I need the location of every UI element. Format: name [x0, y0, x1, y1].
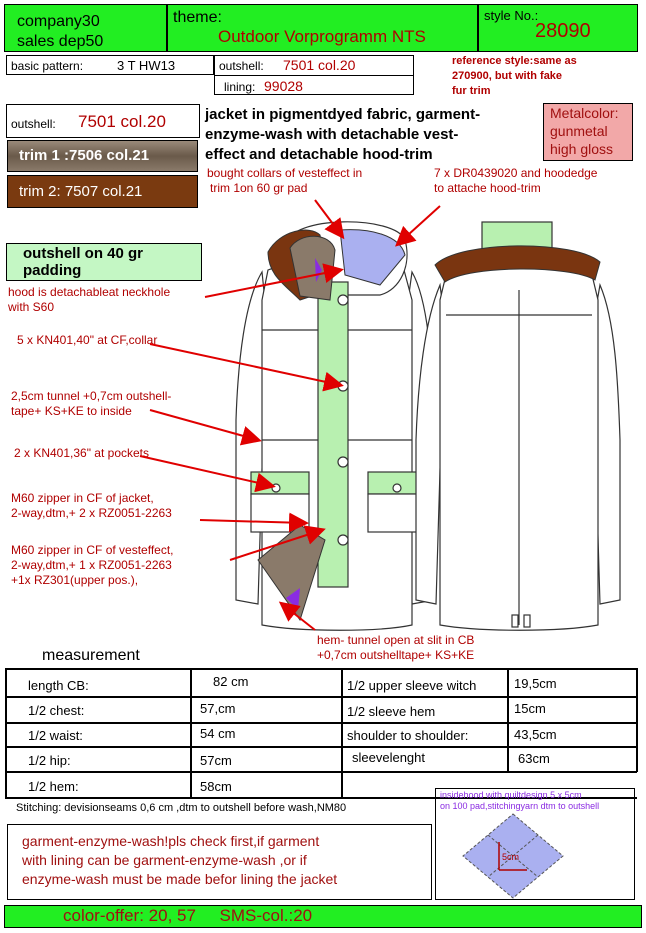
- reference-line-1: reference style:same as: [452, 55, 577, 67]
- front-button: [338, 457, 348, 467]
- measure-value-shoulder: 43,5cm: [514, 727, 557, 742]
- pocket-button: [272, 484, 280, 492]
- measure-value-length: 82 cm: [213, 674, 249, 689]
- outshell-material-value: 7501 col.20: [78, 112, 166, 131]
- measure-value-hip: 57cm: [200, 753, 232, 768]
- measure-value-upper-sleeve: 19,5cm: [514, 676, 557, 691]
- info-outshell-label: outshell:: [219, 59, 264, 73]
- measure-label-shoulder: shoulder to shoulder:: [347, 728, 469, 743]
- outshell-material-label: outshell:: [11, 117, 56, 131]
- front-button: [338, 381, 348, 391]
- padding-line-1: outshell on 40 gr: [23, 245, 144, 262]
- note-zip-jacket-2: 2-way,dtm,+ 2 x RZ0051-2263: [11, 506, 172, 520]
- measure-label-sleevelength: sleevelenght: [352, 750, 425, 765]
- quilt-line-1: insidehood with quiltdesign 5 x 5cm: [440, 790, 582, 800]
- table-line: [5, 696, 637, 698]
- back-hem-toggle: [524, 615, 530, 627]
- note-hood-edge-2: to attache hood-trim: [434, 181, 541, 195]
- note-hood-1: hood is detachableat neckhole: [8, 285, 171, 299]
- metalcolor-line-1: Metalcolor:: [550, 105, 619, 121]
- note-zip-vest-3: +1x RZ301(upper pos.),: [11, 573, 139, 587]
- back-view: [416, 222, 620, 630]
- padding-line-2: padding: [23, 262, 82, 279]
- note-hood-edge-1: 7 x DR0439020 and hoodedge: [434, 166, 598, 180]
- measure-value-sleevelength: 63cm: [518, 751, 550, 766]
- reference-line-2: 270900, but with fake: [452, 70, 563, 82]
- reference-line-3: fur trim: [452, 85, 491, 97]
- note-zip-jacket-1: M60 zipper in CF of jacket,: [11, 491, 154, 505]
- style-label: style No.:: [484, 8, 539, 23]
- metalcolor-line-3: high gloss: [550, 141, 614, 157]
- quilt-dimension: 5cm: [502, 852, 520, 862]
- style-number: 28090: [535, 20, 591, 42]
- company-name: company30: [17, 13, 100, 30]
- table-column: [190, 668, 192, 799]
- measure-label-sleeve-hem: 1/2 sleeve hem: [347, 704, 436, 719]
- wash-note-line-3: enzyme-wash must be made befor lining the jacket: [22, 871, 338, 887]
- table-line: [5, 746, 637, 748]
- theme-label: theme:: [173, 9, 222, 26]
- table-column: [636, 668, 638, 772]
- measure-value-waist: 54 cm: [200, 726, 236, 741]
- table-line: [5, 668, 637, 670]
- note-kn401-collar: 5 x KN401,40" at CF,collar: [17, 333, 158, 347]
- measure-label-chest: 1/2 chest:: [28, 703, 85, 718]
- measure-value-chest: 57,cm: [200, 701, 236, 716]
- description-line-2: enzyme-wash with detachable vest-: [205, 126, 459, 143]
- quilt-line-2: on 100 pad,stitchingyarn dtm to outshell: [440, 801, 600, 811]
- measure-value-hem: 58cm: [200, 779, 232, 794]
- measure-label-length: length CB:: [28, 678, 89, 693]
- sales-department: sales dep50: [17, 33, 104, 50]
- metalcolor-line-2: gunmetal: [550, 123, 608, 139]
- note-hem-2: +0,7cm outshelltape+ KS+KE: [317, 648, 475, 662]
- measure-label-hem: 1/2 hem:: [28, 779, 79, 794]
- info-lining-value: 99028: [264, 78, 303, 94]
- trim-2-label: trim 2: 7507 col.21: [19, 183, 143, 200]
- table-line: [5, 771, 637, 773]
- measure-label-hip: 1/2 hip:: [28, 753, 71, 768]
- table-column: [507, 668, 509, 772]
- note-hem-1: hem- tunnel open at slit in CB: [317, 633, 475, 647]
- table-column: [341, 668, 343, 799]
- info-lining-label: lining:: [224, 80, 256, 94]
- basic-pattern-label: basic pattern:: [11, 59, 84, 73]
- front-button: [338, 295, 348, 305]
- info-outshell-value: 7501 col.20: [283, 57, 356, 73]
- measure-label-waist: 1/2 waist:: [28, 728, 83, 743]
- measurement-title: measurement: [42, 647, 140, 664]
- note-hood-2: with S60: [8, 300, 55, 314]
- table-line: [5, 722, 637, 724]
- stitching-note: Stitching: devisionseams 0,6 cm ,dtm to outshell before wash,NM80: [16, 802, 347, 814]
- measure-value-sleeve-hem: 15cm: [514, 701, 546, 716]
- basic-pattern-value: 3 T HW13: [117, 58, 176, 73]
- front-button: [338, 535, 348, 545]
- wash-note-line-2: with lining can be garment-enzyme-wash ,or if: [22, 852, 307, 868]
- note-zip-vest-1: M60 zipper in CF of vesteffect,: [11, 543, 174, 557]
- measure-label-upper-sleeve: 1/2 upper sleeve witch: [347, 678, 477, 693]
- color-offer: color-offer: 20, 57 SMS-col.:20: [63, 906, 313, 925]
- back-hem-toggle: [512, 615, 518, 627]
- note-zip-vest-2: 2-way,dtm,+ 1 x RZ0051-2263: [11, 558, 172, 572]
- wash-note-line-1: garment-enzyme-wash!pls check first,if garment: [22, 833, 320, 849]
- pocket-button: [393, 484, 401, 492]
- note-tunnel-1: 2,5cm tunnel +0,7cm outshell-: [11, 389, 172, 403]
- theme-value: Outdoor Vorprogramm NTS: [218, 27, 426, 46]
- note-kn401-pockets: 2 x KN401,36" at pockets: [14, 446, 150, 460]
- note-collars-2: trim 1on 60 gr pad: [210, 181, 308, 195]
- description-line-1: jacket in pigmentdyed fabric, garment-: [205, 106, 481, 123]
- quilt-diagram: [435, 812, 635, 900]
- description-line-3: effect and detachable hood-trim: [205, 146, 433, 163]
- note-tunnel-2: tape+ KS+KE to inside: [11, 404, 132, 418]
- table-column: [5, 668, 7, 799]
- note-collars-1: bought collars of vesteffect in: [207, 166, 363, 180]
- trim-1-label: trim 1 :7506 col.21: [19, 147, 150, 164]
